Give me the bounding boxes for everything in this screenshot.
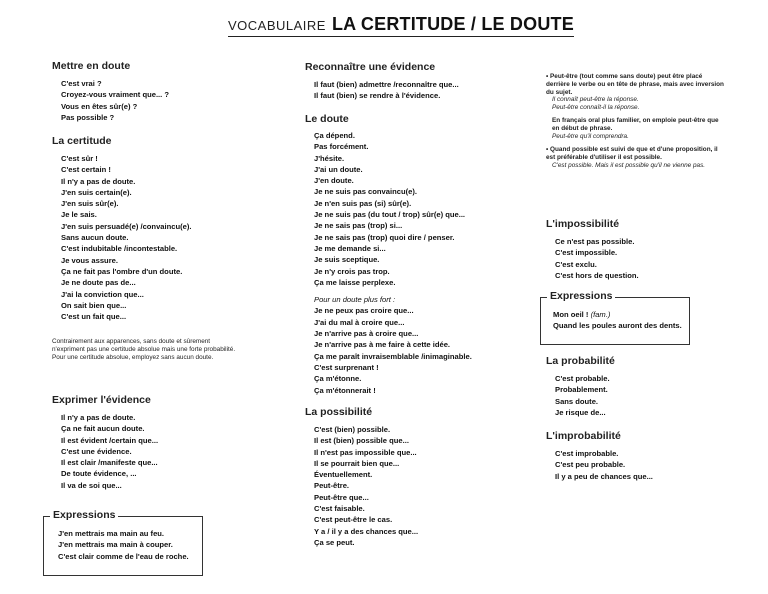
list-item: Ça me paraît invraisemblable /inimaginable.: [314, 351, 472, 361]
list-item: Y a / il y a des chances que...: [314, 526, 419, 536]
list-item: C'est clair comme de l'eau de roche.: [58, 551, 189, 561]
list-item: C'est hors de question.: [555, 270, 639, 280]
list-item: Il n'y a pas de doute.: [61, 413, 136, 422]
list-reconnaitre: [305, 79, 525, 102]
list-item: C'est surprenant !: [314, 362, 379, 372]
column-left: [52, 60, 252, 123]
list-item: [553, 309, 682, 320]
list-item: Il n'est pas impossible que...: [314, 447, 417, 457]
list-item: C'est certain !: [61, 165, 111, 175]
list-item: Il est (bien) possible que...: [314, 436, 409, 446]
list-item: C'est peu probable.: [555, 460, 626, 470]
note-example: Peut-être qu'il comprendra.: [552, 132, 629, 140]
list-improbabilite: [546, 448, 726, 482]
list-item: C'est peut-être le cas.: [314, 515, 393, 525]
list-item: Je ne doute pas de...: [61, 278, 136, 288]
list-item: Croyez-vous vraiment que... ?: [61, 90, 170, 100]
note-example: Peut-être connaît-il la réponse.: [552, 104, 640, 112]
list-item: C'est exclu.: [555, 259, 597, 269]
list-item: Il est évident /certain que...: [61, 435, 159, 445]
section-certitude: [52, 135, 267, 362]
list-evidence: [52, 412, 252, 491]
list-item: C'est improbable.: [555, 449, 619, 458]
list-item: Peut-être que...: [314, 492, 369, 502]
list-item: Je risque de...: [555, 407, 606, 417]
list-item: Il va de soi que...: [61, 480, 122, 490]
note-peut-etre: • Peut-être (tout comme sans doute) peut être placé derrière le verbe ou en tête de phrase, mais avec inversion du sujet.: [546, 73, 724, 96]
list-item: C'est impossible.: [555, 248, 618, 258]
list-item: Peut-être.: [314, 481, 350, 491]
expressions-box-right: [540, 290, 690, 345]
note-possible: • Quand possible est suivi de que et d'une proposition, il est préférable d'utiliser il est possible.: [546, 146, 718, 162]
list-item: Vous en êtes sûr(e) ?: [61, 101, 138, 111]
section-impossibilite: [546, 218, 726, 281]
list-item: Probablement.: [555, 385, 608, 395]
list-item: Il y a peu de chances que...: [555, 471, 653, 481]
list-item: J'en suis persuadé(e) /convaincu(e).: [61, 221, 192, 231]
doute-plus-fort-label: Pour un doute plus fort :: [314, 295, 396, 305]
heading-evidence: Exprimer l'évidence: [52, 394, 151, 406]
list-item: J'ai la conviction que...: [61, 289, 144, 299]
list-item: Il se pourrait bien que...: [314, 458, 400, 468]
list-item: J'ai du mal à croire que...: [314, 317, 405, 327]
expression-mon-oeil: Mon oeil !: [553, 310, 589, 319]
list-item: Quand les poules auront des dents.: [553, 321, 682, 331]
page-title: [228, 14, 574, 37]
list-expressions-right: [553, 309, 682, 332]
title-main: LA CERTITUDE / LE DOUTE: [331, 14, 574, 34]
list-item: Ça ne fait pas l'ombre d'un doute.: [61, 266, 183, 276]
list-item: J'en suis sûr(e).: [61, 199, 119, 209]
list-item: Ça m'étonne.: [314, 374, 362, 384]
list-item: Je n'en suis pas (si) sûr(e).: [314, 198, 412, 208]
list-item: C'est sûr !: [61, 154, 98, 163]
note-oral: En français oral plus familier, on emploie peut-être que en début de phrase.: [552, 116, 719, 132]
section-improbabilite: [546, 430, 726, 482]
list-item: Pas possible ?: [61, 112, 115, 122]
list-item: C'est indubitable /incontestable.: [61, 244, 178, 254]
list-item: Il est clair /manifeste que...: [61, 458, 158, 468]
heading-impossibilite: L'impossibilité: [546, 218, 620, 230]
list-item: Ça ne fait aucun doute.: [61, 424, 145, 434]
list-item: J'ai un doute.: [314, 164, 363, 174]
list-item: C'est une évidence.: [61, 446, 132, 456]
list-doute-fort: [305, 294, 525, 396]
list-item: Je le sais.: [61, 210, 97, 220]
list-probabilite: [546, 373, 726, 418]
list-item: J'en mettrais ma main au feu.: [58, 529, 165, 538]
heading-possibilite: La possibilité: [305, 406, 373, 418]
list-item: De toute évidence, ...: [61, 469, 137, 479]
list-item: J'hésite.: [314, 153, 345, 163]
section-evidence: [52, 394, 252, 491]
list-item: Je suis sceptique.: [314, 255, 380, 265]
heading-doute: Le doute: [305, 113, 349, 125]
list-item: Éventuellement.: [314, 470, 373, 480]
heading-reconnaitre: Reconnaître une évidence: [305, 61, 436, 73]
list-item: C'est vrai ?: [61, 79, 102, 88]
list-certitude: [52, 153, 267, 322]
list-item: C'est (bien) possible.: [314, 425, 391, 434]
list-item: On sait bien que...: [61, 300, 127, 310]
expressions-box-left: [43, 509, 203, 576]
list-item: Je ne peux pas croire que...: [314, 306, 414, 316]
list-item: Je ne sais pas (trop) quoi dire / penser.: [314, 232, 455, 242]
list-item: J'en doute.: [314, 176, 354, 186]
list-item: J'en mettrais ma main à couper.: [58, 540, 173, 550]
list-item: Je ne suis pas (du tout / trop) sûr(e) que...: [314, 210, 466, 220]
list-impossibilite: [546, 236, 726, 281]
certitude-note: Contrairement aux apparences, sans doute et sûrement n'expriment pas une certitude absolue mais une forte probabilité. Pour une certitude absolue, employez sans aucun doute.: [52, 338, 236, 362]
list-item: Ça se peut.: [314, 537, 355, 547]
section-possibilite: [305, 406, 525, 548]
list-item: C'est faisable.: [314, 504, 365, 514]
heading-improbabilite: L'improbabilité: [546, 430, 621, 442]
list-item: Ça me laisse perplexe.: [314, 277, 396, 287]
section-reconnaitre: [305, 61, 525, 102]
list-item: J'en suis certain(e).: [61, 187, 132, 197]
note-example: C'est possible. Mais il est possible qu'il ne vienne pas.: [552, 161, 706, 169]
expressions-legend: Expressions: [50, 509, 118, 521]
list-item: Je n'arrive pas à me faire à cette idée.: [314, 340, 451, 350]
list-item: Pas forcément.: [314, 142, 369, 152]
list-item: Il faut (bien) admettre /reconnaître que...: [314, 80, 459, 89]
list-item: Il n'y a pas de doute.: [61, 176, 136, 186]
heading-probabilite: La probabilité: [546, 355, 615, 367]
list-item: Je n'y crois pas trop.: [314, 266, 390, 276]
list-item: Je n'arrive pas à croire que...: [314, 329, 419, 339]
title-prefix: VOCABULAIRE: [228, 18, 326, 33]
note-example: Il connaît peut-être la réponse.: [552, 96, 639, 104]
list-item: Ça m'étonnerait !: [314, 385, 376, 395]
expressions-legend: Expressions: [547, 290, 615, 302]
list-item: Je ne suis pas convaincu(e).: [314, 187, 417, 197]
list-item: C'est un fait que...: [61, 312, 127, 322]
grammar-notes: [546, 73, 724, 170]
list-item: C'est probable.: [555, 374, 610, 383]
list-item: Je me demande si...: [314, 243, 386, 253]
list-item: Je vous assure.: [61, 255, 118, 265]
section-probabilite: [546, 355, 726, 418]
list-mettre-en-doute: [52, 78, 252, 123]
list-item: Sans aucun doute.: [61, 233, 129, 243]
list-item: Ce n'est pas possible.: [555, 237, 635, 246]
list-expressions-left: [58, 528, 189, 562]
list-item: Ça dépend.: [314, 131, 355, 140]
list-possibilite: [305, 424, 525, 548]
heading-mettre-en-doute: Mettre en doute: [52, 60, 131, 72]
heading-certitude: La certitude: [52, 135, 112, 147]
list-item: Il faut (bien) se rendre à l'évidence.: [314, 91, 441, 101]
list-doute: [305, 130, 525, 288]
list-item: Sans doute.: [555, 396, 599, 406]
familiar-tag: (fam.): [590, 310, 611, 319]
section-doute: [305, 113, 525, 396]
list-item: Je ne sais pas (trop) si...: [314, 221, 403, 231]
